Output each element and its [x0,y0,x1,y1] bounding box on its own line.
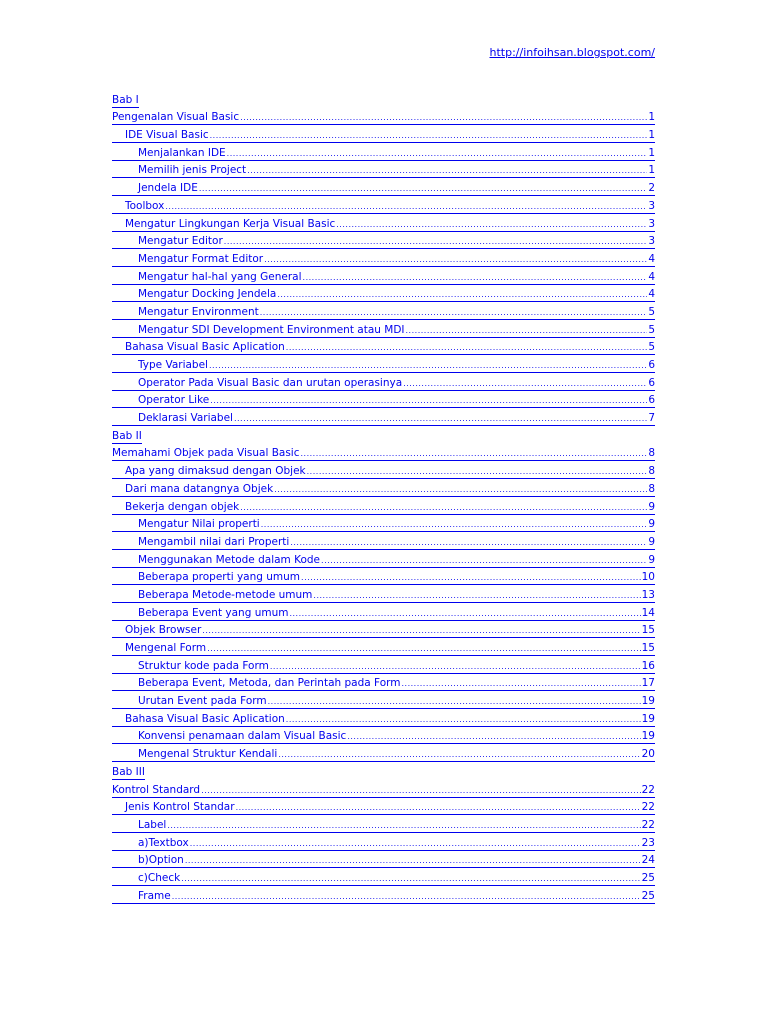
toc-entry-title: Memahami Objek pada Visual Basic [112,447,300,460]
toc-entry-title: Konvensi penamaan dalam Visual Basic [138,730,347,743]
toc-dot-leader [240,111,647,124]
toc-entry-title: Apa yang dimaksud dengan Objek [125,465,306,478]
toc-chapter-heading[interactable] [112,762,655,780]
toc-page-number: 15 [641,642,655,654]
toc-entry[interactable] [112,603,655,621]
toc-entry[interactable] [112,320,655,338]
toc-dot-leader [406,324,648,337]
toc-page-number: 9 [648,535,655,548]
toc-page-number: 4 [648,288,655,301]
toc-entry-title: Bab II [112,429,142,442]
toc-entry-title: Mengatur Editor [138,235,223,248]
toc-page-number: 16 [641,659,655,672]
toc-entry[interactable] [112,461,655,479]
toc-page-number: 2 [648,182,655,195]
toc-page-number: 5 [648,323,655,336]
toc-page-number: 19 [641,695,655,708]
toc-entry[interactable] [112,196,655,214]
toc-entry[interactable] [112,532,655,550]
toc-page-number: 6 [648,359,655,371]
blog-url-link[interactable]: http://infoihsan.blogspot.com/ [489,46,655,59]
toc-dot-leader [172,890,641,903]
toc-dot-leader [313,589,640,602]
toc-entry-title: Jendela IDE [138,182,198,195]
toc-dot-leader [277,288,647,301]
toc-dot-leader [227,147,648,160]
toc-dot-leader [321,554,647,567]
toc-dot-leader [286,341,648,354]
toc-page-number: 14 [641,606,655,619]
toc-entry-title: Beberapa properti yang umum [138,571,301,584]
toc-dot-leader [261,518,648,531]
toc-entry-title: Menjalankan IDE [138,146,226,159]
toc-entry-title: Mengatur Format Editor [138,252,264,265]
table-of-contents [112,90,655,904]
toc-dot-leader [202,624,640,637]
toc-entry-title: Bahasa Visual Basic Aplication [125,341,285,354]
toc-page-number: 9 [648,553,655,566]
toc-page-number: 8 [648,465,655,478]
toc-page-number: 22 [641,783,655,796]
toc-entry-title: Operator Pada Visual Basic dan urutan operasinya [138,376,403,389]
toc-entry[interactable] [112,232,655,250]
toc-entry-title: Mengambil nilai dari Properti [138,535,290,548]
toc-entry-title: Pengenalan Visual Basic [112,111,240,124]
toc-entry[interactable] [112,178,655,196]
toc-entry-title: Bahasa Visual Basic Aplication [125,712,285,725]
toc-entry-title: Memilih jenis Project [138,164,247,177]
toc-dot-leader [347,730,640,743]
toc-page-number: 4 [648,270,655,283]
toc-entry-title: Bab III [112,765,145,778]
toc-page-number: 23 [641,836,655,849]
toc-entry-title: Struktur kode pada Form [138,659,269,672]
toc-entry[interactable] [112,143,655,161]
toc-dot-leader [278,748,640,761]
toc-entry[interactable] [112,355,655,373]
toc-page-number: 19 [641,730,655,743]
toc-entry[interactable] [112,479,655,497]
toc-entry[interactable] [112,444,655,462]
toc-entry-title: Type Variabel [138,359,208,371]
toc-dot-leader [209,359,647,372]
toc-dot-leader [274,483,647,496]
toc-page-number: 7 [648,412,655,425]
toc-page-number: 1 [648,146,655,159]
toc-entry-title: b)Option [138,854,184,867]
toc-entry[interactable] [112,285,655,303]
toc-dot-leader [403,377,647,390]
toc-entry[interactable] [112,886,655,904]
toc-dot-leader [286,713,641,726]
toc-entry-title: Operator Like [138,394,210,407]
toc-entry-title: Mengatur Nilai properti [138,518,260,531]
toc-dot-leader [210,129,648,142]
toc-page-number: 8 [648,482,655,495]
toc-dot-leader [289,607,640,620]
toc-page-number: 20 [641,748,655,761]
toc-entry[interactable] [112,851,655,869]
toc-page-number: 13 [641,588,655,601]
toc-dot-leader [240,501,647,514]
toc-entry-title: Mengatur Docking Jendela [138,288,277,301]
toc-dot-leader [201,784,641,797]
toc-chapter-heading[interactable] [112,426,655,444]
toc-page-number: 22 [641,801,655,814]
toc-entry[interactable] [112,621,655,639]
toc-entry-title: Deklarasi Variabel [138,412,233,425]
toc-page-number: 17 [641,677,655,690]
toc-dot-leader [224,235,648,248]
toc-chapter-heading[interactable] [112,90,655,108]
toc-entry-title: a)Textbox [138,836,189,849]
toc-entry-title: c)Check [138,871,181,884]
toc-dot-leader [402,677,641,690]
toc-dot-leader [181,872,640,885]
toc-page-number: 9 [648,500,655,513]
toc-entry-title: Jenis Kontrol Standar [125,801,235,814]
toc-entry[interactable] [112,249,655,267]
toc-entry[interactable] [112,267,655,285]
toc-page-number: 24 [641,854,655,867]
toc-entry-title: Urutan Event pada Form [138,695,267,708]
toc-page-number: 6 [648,394,655,407]
toc-dot-leader [207,642,641,655]
toc-entry-title: Mengenal Form [125,642,207,654]
toc-entry[interactable] [112,550,655,568]
toc-entry-title: IDE Visual Basic [125,129,209,142]
toc-entry[interactable] [112,638,655,656]
toc-page-number: 25 [641,871,655,884]
toc-dot-leader [236,801,641,814]
toc-entry[interactable] [112,108,655,126]
toc-dot-leader [165,200,647,213]
toc-page-number: 3 [648,217,655,230]
toc-entry-title: Beberapa Event yang umum [138,606,289,619]
toc-entry-title: Mengatur SDI Development Environment atau MDI [138,323,405,336]
toc-entry[interactable] [112,833,655,851]
toc-entry-title: Label [138,818,167,831]
toc-entry[interactable] [112,585,655,603]
toc-page-number: 6 [648,376,655,389]
toc-entry-title: Frame [138,889,171,902]
toc-page-number: 4 [648,252,655,265]
toc-dot-leader [190,837,641,850]
toc-dot-leader [199,182,647,195]
toc-entry[interactable] [112,709,655,727]
toc-entry-title: Mengatur Lingkungan Kerja Visual Basic [125,217,336,230]
toc-dot-leader [167,819,640,832]
toc-entry-title: Mengatur hal-hal yang General [138,270,302,283]
toc-dot-leader [290,536,647,549]
toc-entry[interactable] [112,391,655,409]
toc-entry-title: Dari mana datangnya Objek [125,482,274,495]
toc-page-number: 5 [648,341,655,354]
toc-page-number: 3 [648,199,655,212]
toc-dot-leader [270,660,641,673]
toc-entry-title: Bekerja dengan objek [125,500,240,513]
toc-dot-leader [264,253,647,266]
toc-page-number: 25 [641,889,655,902]
toc-dot-leader [210,394,647,407]
toc-page-number: 10 [641,571,655,584]
toc-dot-leader [336,218,647,231]
toc-dot-leader [234,412,647,425]
toc-entry[interactable] [112,656,655,674]
toc-dot-leader [303,271,648,284]
toc-page-number: 1 [648,164,655,177]
toc-entry[interactable] [112,408,655,426]
toc-entry[interactable] [112,125,655,143]
toc-entry[interactable] [112,214,655,232]
toc-entry[interactable] [112,302,655,320]
toc-page-number: 3 [648,235,655,248]
toc-entry[interactable] [112,338,655,356]
toc-entry-title: Beberapa Event, Metoda, dan Perintah pada Form [138,677,401,690]
toc-entry[interactable] [112,780,655,798]
toc-entry-title: Kontrol Standard [112,783,201,796]
toc-entry-title: Objek Browser [125,624,202,637]
toc-page-number: 9 [648,518,655,531]
toc-page-number: 15 [641,624,655,637]
toc-dot-leader [301,571,641,584]
toc-page-number: 1 [648,129,655,142]
toc-entry[interactable] [112,674,655,692]
toc-dot-leader [247,164,647,177]
toc-entry[interactable] [112,497,655,515]
toc-dot-leader [260,306,648,319]
toc-entry-title: Bab I [112,93,139,106]
toc-entry[interactable] [112,515,655,533]
toc-page-number: 5 [648,305,655,318]
toc-page-number: 22 [641,818,655,831]
toc-entry[interactable] [112,798,655,816]
toc-dot-leader [301,447,648,460]
toc-page-number: 1 [648,111,655,124]
toc-dot-leader [268,695,641,708]
toc-entry[interactable] [112,727,655,745]
toc-entry[interactable] [112,691,655,709]
toc-entry-title: Menggunakan Metode dalam Kode [138,553,321,566]
toc-entry[interactable] [112,568,655,586]
toc-entry[interactable] [112,815,655,833]
toc-entry-title: Toolbox [125,199,165,212]
toc-entry[interactable] [112,373,655,391]
toc-entry[interactable] [112,868,655,886]
toc-dot-leader [307,465,648,478]
toc-page-number: 19 [641,712,655,725]
toc-entry-title: Mengatur Environment [138,305,259,318]
toc-entry[interactable] [112,744,655,762]
toc-entry[interactable] [112,161,655,179]
toc-page-number: 8 [648,447,655,460]
toc-entry-title: Beberapa Metode-metode umum [138,588,313,601]
toc-dot-leader [185,854,641,867]
toc-entry-title: Mengenal Struktur Kendali [138,748,278,761]
